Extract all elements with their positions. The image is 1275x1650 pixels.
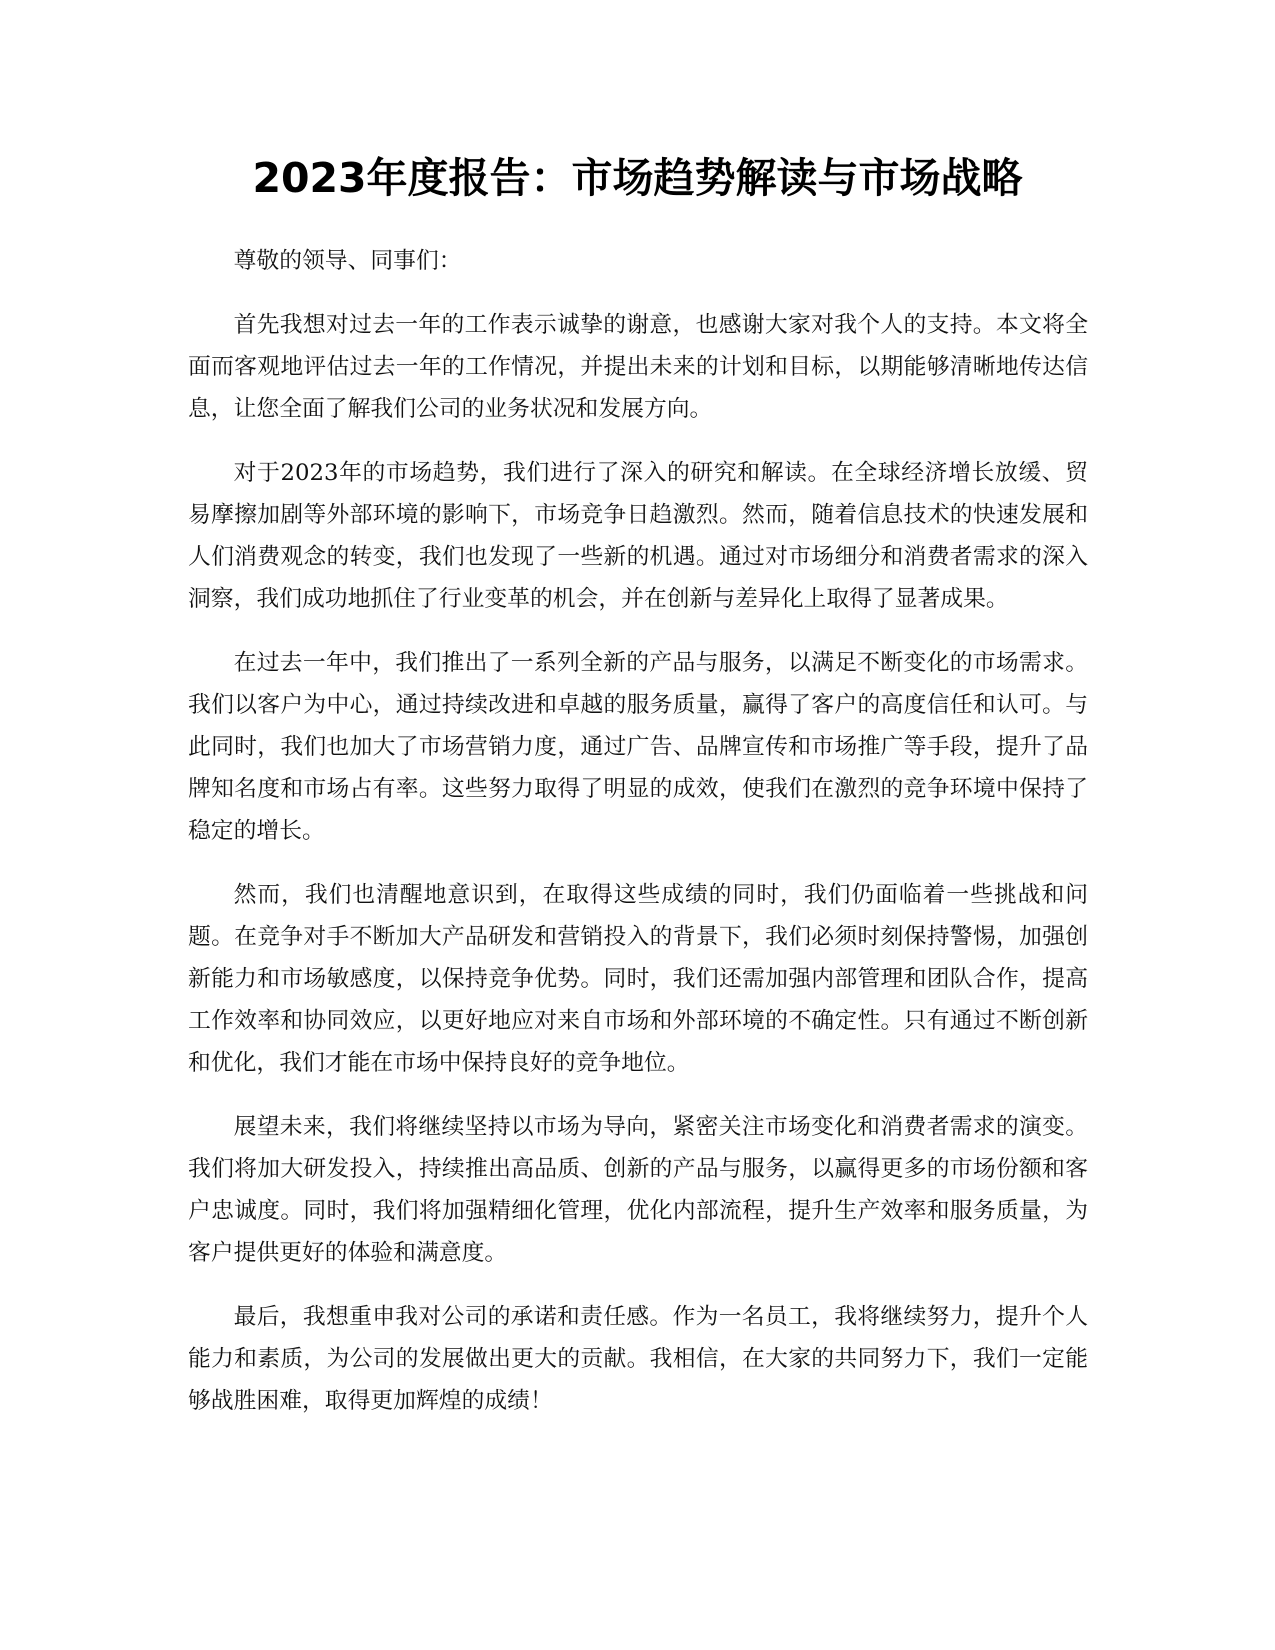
paragraph-outlook: 展望未来，我们将继续坚持以市场为导向，紧密关注市场变化和消费者需求的演变。我们将加大研发投入，持续推出高品质、创新的产品与服务，以赢得更多的市场份额和客户忠诚度。同时，我们将加强精细化管理，优化内部流程，提升生产效率和服务质量，为客户提供更好的体验和满意度。	[188, 1114, 1088, 1266]
paragraph-challenges: 然而，我们也清醒地意识到，在取得这些成绩的同时，我们仍面临着一些挑战和问题。在竞争对手不断加大产品研发和营销投入的背景下，我们必须时刻保持警惕，加强创新能力和市场敏感度，以保持竞争优势。同时，我们还需加强内部管理和团队合作，提高工作效率和协同效应，以更好地应对来自市场和外部环境的不确定性。只有通过不断创新和优化，我们才能在市场中保持良好的竞争地位。	[188, 882, 1088, 1076]
document-body	[188, 240, 1088, 1444]
paragraph-market-trends: 对于2023年的市场趋势，我们进行了深入的研究和解读。在全球经济增长放缓、贸易摩擦加剧等外部环境的影响下，市场竞争日趋激烈。然而，随着信息技术的快速发展和人们消费观念的转变，我们也发现了一些新的机遇。通过对市场细分和消费者需求的深入洞察，我们成功地抓住了行业变革的机会，并在创新与差异化上取得了显著成果。	[188, 460, 1088, 612]
salutation: 尊敬的领导、同事们：	[233, 248, 462, 274]
page-title: 2023年度报告：市场趋势解读与市场战略	[252, 154, 1023, 202]
paragraph-products-services: 在过去一年中，我们推出了一系列全新的产品与服务，以满足不断变化的市场需求。我们以客户为中心，通过持续改进和卓越的服务质量，赢得了客户的高度信任和认可。与此同时，我们也加大了市场营销力度，通过广告、品牌宣传和市场推广等手段，提升了品牌知名度和市场占有率。这些努力取得了明显的成效，使我们在激烈的竞争环境中保持了稳定的增长。	[188, 650, 1088, 844]
paragraph-closing: 最后，我想重申我对公司的承诺和责任感。作为一名员工，我将继续努力，提升个人能力和素质，为公司的发展做出更大的贡献。我相信，在大家的共同努力下，我们一定能够战胜困难，取得更加辉煌的成绩！	[188, 1304, 1088, 1414]
paragraph-intro: 首先我想对过去一年的工作表示诚挚的谢意，也感谢大家对我个人的支持。本文将全面而客观地评估过去一年的工作情况，并提出未来的计划和目标，以期能够清晰地传达信息，让您全面了解我们公司的业务状况和发展方向。	[188, 312, 1088, 422]
